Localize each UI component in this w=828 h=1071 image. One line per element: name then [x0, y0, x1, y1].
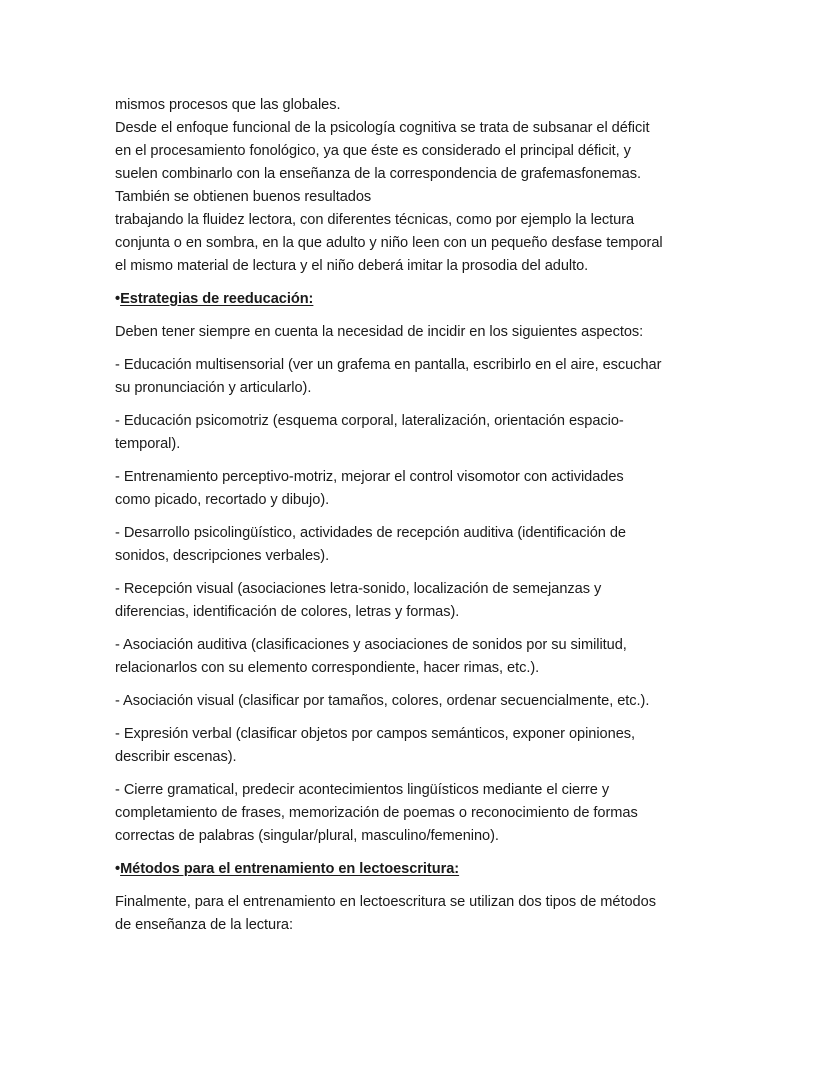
text-line: - Expresión verbal (clasificar objetos por campos semánticos, exponer opiniones,: [115, 726, 636, 742]
text-line: - Desarrollo psicolingüístico, actividades de recepción auditiva (identificación de: [115, 525, 626, 541]
list-item: [115, 410, 715, 456]
text-line: como picado, recortado y dibujo).: [115, 492, 330, 508]
text-line: mismos procesos que las globales.: [115, 97, 341, 113]
text-line: - Asociación auditiva (clasificaciones y asociaciones de sonidos por su similitud,: [115, 637, 627, 653]
text-line: de enseñanza de la lectura:: [115, 917, 293, 933]
text-line: - Cierre gramatical, predecir acontecimientos lingüísticos mediante el cierre y: [115, 782, 610, 798]
section-heading-estrategias: [115, 288, 715, 311]
text-line: Finalmente, para el entrenamiento en lectoescritura se utilizan dos tipos de métodos: [115, 894, 656, 910]
closing-paragraph: [115, 891, 715, 937]
text-line: diferencias, identificación de colores, letras y formas).: [115, 604, 460, 620]
text-line: También se obtienen buenos resultados: [115, 189, 372, 205]
list-item: [115, 466, 715, 512]
list-item: [115, 354, 715, 400]
text-line: sonidos, descripciones verbales).: [115, 548, 330, 564]
text-line: - Recepción visual (asociaciones letra-sonido, localización de semejanzas y: [115, 581, 602, 597]
list-item: [115, 779, 715, 848]
text-line: temporal).: [115, 436, 181, 452]
text-line: el mismo material de lectura y el niño deberá imitar la prosodia del adulto.: [115, 258, 589, 274]
text-line: Desde el enfoque funcional de la psicología cognitiva se trata de subsanar el déficit: [115, 120, 650, 136]
section-heading-text: Métodos para el entrenamiento en lectoescritura:: [120, 861, 460, 877]
list-item: [115, 690, 715, 713]
text-line: correctas de palabras (singular/plural, masculino/femenino).: [115, 828, 499, 844]
text-line: completamiento de frases, memorización de poemas o reconocimiento de formas: [115, 805, 638, 821]
text-line: en el procesamiento fonológico, ya que éste es considerado el principal déficit, y: [115, 143, 631, 159]
text-line: conjunta o en sombra, en la que adulto y niño leen con un pequeño desfase temporal: [115, 235, 663, 251]
text-line: - Educación psicomotriz (esquema corporal, lateralización, orientación espacio-: [115, 413, 624, 429]
list-item: [115, 522, 715, 568]
list-item: [115, 723, 715, 769]
text-line: - Entrenamiento perceptivo-motriz, mejorar el control visomotor con actividades: [115, 469, 624, 485]
text-line: suelen combinarlo con la enseñanza de la correspondencia de grafemasfonemas.: [115, 166, 641, 182]
text-line: - Educación multisensorial (ver un grafema en pantalla, escribirlo en el aire, escuchar: [115, 357, 662, 373]
text-line: trabajando la fluidez lectora, con diferentes técnicas, como por ejemplo la lectura: [115, 212, 635, 228]
text-line: Deben tener siempre en cuenta la necesidad de incidir en los siguientes aspectos:: [115, 324, 644, 340]
section-heading-text: Estrategias de reeducación:: [120, 291, 314, 307]
section-intro: [115, 321, 715, 344]
document-page: [115, 94, 715, 937]
text-line: relacionarlos con su elemento correspondiente, hacer rimas, etc.).: [115, 660, 540, 676]
text-line: su pronunciación y articularlo).: [115, 380, 312, 396]
text-line: - Asociación visual (clasificar por tamaños, colores, ordenar secuencialmente, etc.).: [115, 693, 650, 709]
bullet-glyph: •: [115, 861, 121, 877]
list-item: [115, 634, 715, 680]
section-heading-metodos: [115, 858, 715, 881]
list-item: [115, 578, 715, 624]
bullet-glyph: •: [115, 291, 121, 307]
text-line: describir escenas).: [115, 749, 237, 765]
intro-paragraph: [115, 94, 715, 278]
